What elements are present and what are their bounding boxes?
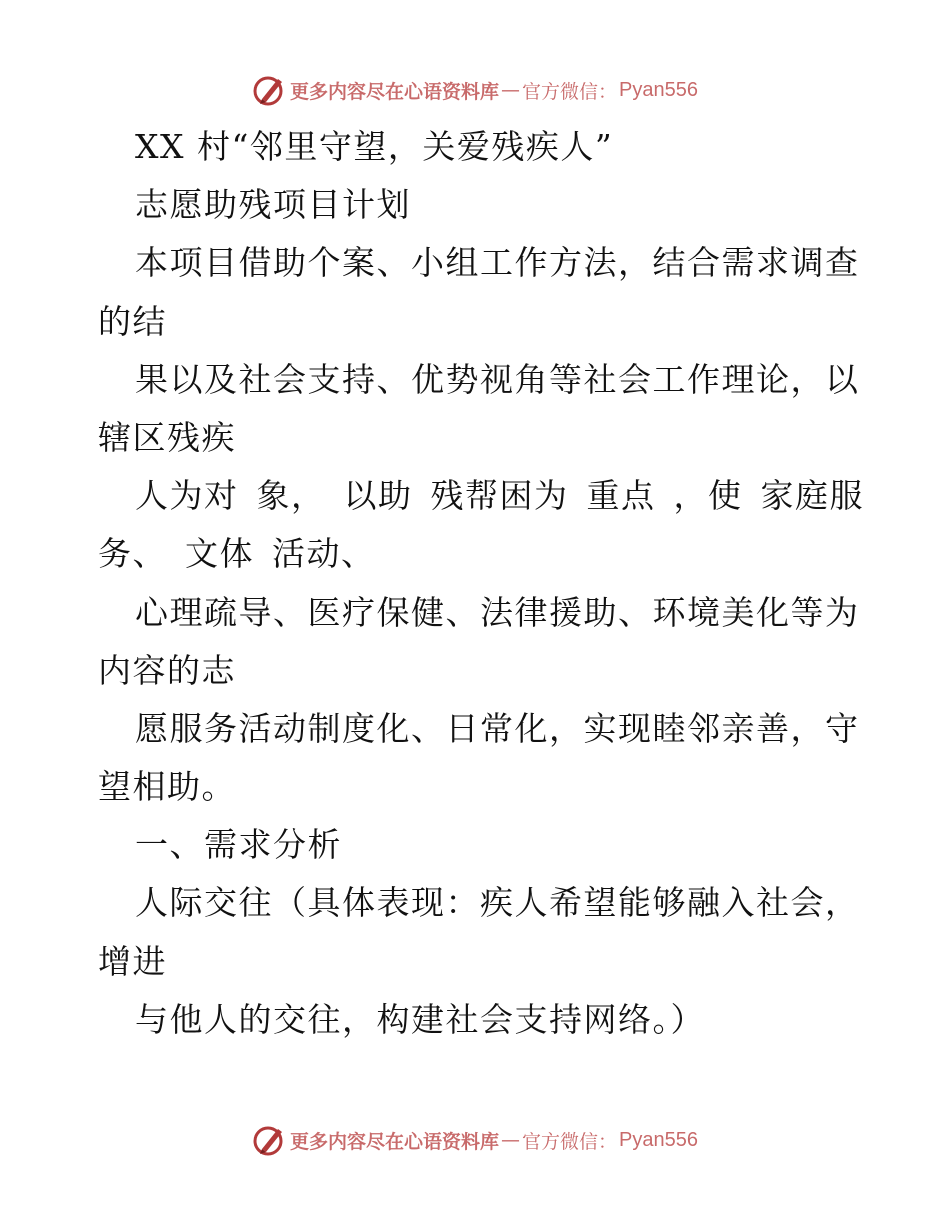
header-watermark: [0, 70, 950, 110]
watermark-wechat-label: 官方微信：: [522, 1130, 618, 1153]
paragraph-line: 辖区残疾: [98, 417, 236, 457]
paragraph-line: 务、 文体 活动、: [98, 534, 376, 574]
watermark-site-name: 更多内容尽在心语资料库: [290, 1130, 500, 1153]
watermark-site-name: 更多内容尽在心语资料库: [290, 80, 500, 103]
pen-logo-icon: [252, 1123, 286, 1157]
paragraph-line: 心理疏导、医疗保健、法律援助、环境美化等为: [135, 592, 860, 632]
paragraph-line: 的结: [98, 301, 167, 341]
section-heading: 一、需求分析: [135, 825, 342, 865]
pen-logo-icon: [252, 73, 286, 107]
watermark-dash: —: [501, 1129, 521, 1151]
paragraph-line: 果以及社会支持、优势视角等社会工作理论，以: [135, 359, 860, 399]
paragraph-line: 愿服务活动制度化、日常化，实现睦邻亲善，守: [135, 708, 860, 748]
paragraph-line: 人为对 象， 以助 残帮困为 重点 ，使 家庭服: [135, 476, 864, 516]
watermark-wechat-id: Pyan556: [619, 1128, 698, 1151]
paragraph-line: 人际交往（具体表现：疾人希望能够融入社会，: [135, 883, 860, 923]
watermark-wechat-id: Pyan556: [619, 78, 698, 101]
paragraph-line: 内容的志: [98, 650, 236, 690]
paragraph-line: 增进: [98, 941, 167, 981]
document-body: [98, 118, 864, 1049]
doc-title-line-1: XX 村“邻里守望，关爱残疾人”: [135, 127, 614, 166]
watermark-dash: —: [501, 79, 521, 101]
paragraph-line: 本项目借助个案、小组工作方法，结合需求调查: [135, 243, 860, 283]
footer-watermark: [0, 1120, 950, 1160]
watermark-wechat-label: 官方微信：: [522, 80, 618, 103]
paragraph-line: 望相助。: [98, 767, 236, 807]
doc-title-line-2: 志愿助残项目计划: [135, 185, 411, 225]
paragraph-line: 与他人的交往，构建社会支持网络。）: [135, 999, 705, 1039]
